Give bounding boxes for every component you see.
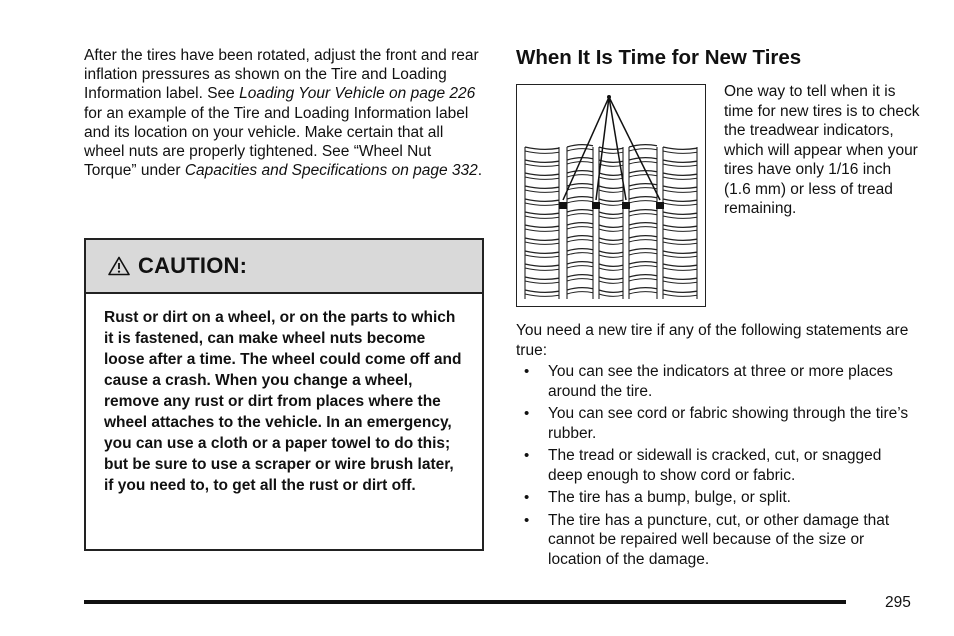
tread-sipe [663,160,697,162]
tread-sipe [663,177,697,179]
tread-sipe [629,262,657,264]
new-tire-intro: You need a new tire if any of the following statements are true: [516,322,909,359]
tread-sipe [567,158,593,160]
tread-sipe [599,268,623,270]
tread-sipe [525,160,559,162]
tread-sipe [663,203,697,205]
tread-sipe [599,255,623,257]
tread-sipe [599,277,623,279]
tread-sipe [567,240,593,242]
tread-sipe [629,236,657,238]
tread-sipe [663,251,697,253]
caution-box [84,238,484,551]
warning-triangle-icon [108,256,130,276]
tread-sipe [567,201,593,203]
tread-sipe [567,253,593,255]
tread-sipe [567,288,593,290]
bullet-symbol: • [524,447,530,464]
tread-sipe [567,236,593,238]
tread-sipe [663,199,697,201]
caution-title: CAUTION: [138,253,248,278]
bullet-symbol: • [524,511,530,529]
tread-sipe [567,214,593,216]
tread-sipe [599,203,623,205]
list-item: • The tire has a puncture, cut, or other damage that cannot be repaired well because of the size or location of the damage. [524,511,890,568]
tread-sipe [599,186,623,188]
tread-sipe [567,188,593,190]
tread-sipe [567,210,593,212]
tread-sipe [525,264,559,266]
tread-sipe [663,216,697,218]
paragraph-part: . [477,162,483,180]
tread-sipe [567,171,593,173]
tire-tread-illustration [516,84,706,307]
tread-sipe [629,223,657,225]
tread-sipe [567,292,593,294]
tread-sipe [567,262,593,264]
tread-sipe [599,242,623,244]
tread-sipe [567,175,593,177]
tread-sipe [525,203,559,205]
tread-sipe [629,171,657,173]
treadwear-indicator-text: One way to tell when it is time for new tires is to check the treadwear indicators, which will appear when your tires have only 1/16 inch (1.6 mm) or less of tread remaining. [724,83,920,217]
tread-sipe [599,264,623,266]
tread-sipe [599,229,623,231]
tread-sipe [525,151,559,153]
tread-sipe [629,162,657,164]
treadwear-indicator-bar [559,202,567,209]
tread-sipe [629,240,657,242]
caution-body: Rust or dirt on a wheel, or on the parts to which it is fastened, can make wheel nuts become loose after a time. The wheel could come off and cause a crash. When you change a wheel, remove any rust or dirt from places where the wheel attaches to the vehicle. In an emergency, you can use a cloth or a paper towel to do this; but be sure to use a scraper or wire brush later, if you need to, to get all the rust or dirt off. [104,309,462,494]
tread-sipe [663,277,697,279]
tread-sipe [567,266,593,268]
tread-sipe [567,227,593,229]
tread-sipe [525,216,559,218]
tread-sipe [525,225,559,227]
tread-sipe [599,294,623,296]
tread-sipe [629,175,657,177]
arrow-origin [607,95,611,99]
tread-sipe [629,158,657,160]
tread-sipe [663,255,697,257]
tread-sipe [663,190,697,192]
tread-sipe [629,292,657,294]
treadwear-indicator-bar [656,202,664,209]
tread-sipe [663,294,697,296]
right-column [516,44,916,72]
tread-sipe [599,238,623,240]
cross-reference-loading-vehicle: Loading Your Vehicle on page 226 [239,85,476,103]
tread-sipe [663,242,697,244]
section-heading: When It Is Time for New Tires [516,46,802,69]
tread-sipe [599,173,623,175]
tread-sipe [599,225,623,227]
tread-sipe [663,229,697,231]
tread-sipe [599,190,623,192]
tread-sipe [525,255,559,257]
tread-sipe [629,149,657,151]
tread-sipe [629,197,657,199]
tread-sipe [629,188,657,190]
tread-sipe [663,281,697,283]
tread-sipe [525,251,559,253]
tread-sipe [525,186,559,188]
tread-sipe [629,249,657,251]
tread-sipe [525,212,559,214]
footer-rule [84,600,846,604]
tread-sipe [525,147,559,149]
cross-reference-capacities: Capacities and Specifications on page 332 [184,162,478,180]
treadwear-indicator-bar [622,202,630,209]
tread-sipe [663,268,697,270]
tread-sipe [663,151,697,153]
tread-sipe [567,197,593,199]
tread-sipe [599,281,623,283]
tread-sipe [525,199,559,201]
tread-sipe [663,212,697,214]
tread-sipe [567,279,593,281]
new-tire-conditions-list [516,362,916,572]
list-item: • The tread or sidewall is cracked, cut, or snagged deep enough to show cord or fabric. [524,447,882,484]
tread-sipe [525,229,559,231]
tread-sipe [629,288,657,290]
bullet-symbol: • [524,405,530,422]
bullet-symbol: • [524,363,530,380]
paragraph-part: for an example of the Tire and Loading Information label and its location on your vehicle. Make certain that all wheel nuts are properly tightened. See “Wheel Nut Torque” under [84,104,469,180]
tread-sipe [567,275,593,277]
tread-sipe [525,277,559,279]
page-number: 295 [885,594,911,611]
tread-sipe [629,201,657,203]
tread-sipe [663,238,697,240]
tread-sipe [525,238,559,240]
tread-sipe [599,199,623,201]
tread-sipe [525,242,559,244]
tread-sipe [629,227,657,229]
tread-sipe [525,190,559,192]
bullet-symbol: • [524,489,530,506]
tread-drawing [517,85,704,305]
list-item: • The tire has a bump, bulge, or split. [524,489,791,506]
left-column [84,46,486,180]
tread-sipe [663,264,697,266]
tread-sipe [629,253,657,255]
caution-header [86,240,482,294]
tread-sipe [663,147,697,149]
tread-sipe [629,266,657,268]
tread-sipe [629,214,657,216]
treadwear-indicator-bar [592,202,600,209]
tread-sipe [567,149,593,151]
tread-sipe [567,223,593,225]
tread-sipe [525,164,559,166]
tread-sipe [599,177,623,179]
tread-sipe [629,210,657,212]
tread-sipe [525,177,559,179]
tread-sipe [663,225,697,227]
tread-sipe [663,173,697,175]
tread-sipe [663,186,697,188]
tread-sipe [629,275,657,277]
tread-sipe [567,145,593,147]
tread-sipe [663,290,697,292]
rotation-paragraph [84,46,486,180]
tread-sipe [599,212,623,214]
tread-sipe [599,290,623,292]
tread-sipe [629,279,657,281]
tread-sipe [525,294,559,296]
tread-sipe [599,251,623,253]
tread-sipe [525,290,559,292]
tread-sipe [663,164,697,166]
paragraph-part: After the tires have been rotated, adjust the front and rear inflation pressures as shown on the Tire and Loading Information label. See [84,47,479,103]
tread-sipe [525,268,559,270]
tread-sipe [599,216,623,218]
list-item: • You can see the indicators at three or more places around the tire. [524,363,893,400]
tread-sipe [525,173,559,175]
tread-sipe [525,281,559,283]
tread-sipe [567,249,593,251]
list-item: • You can see cord or fabric showing through the tire’s rubber. [524,405,909,442]
